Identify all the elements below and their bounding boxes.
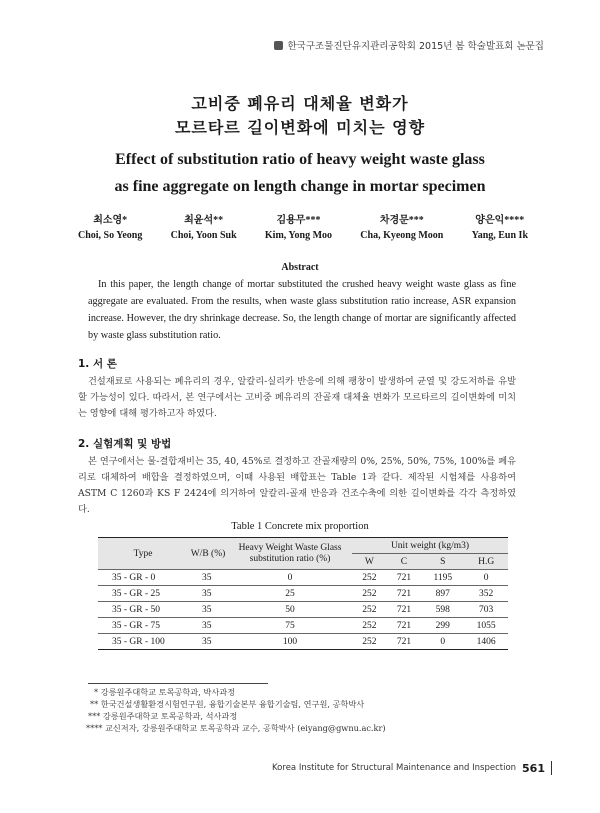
table-caption: Table 1 Concrete mix proportion bbox=[231, 521, 369, 532]
cell-c: 721 bbox=[387, 586, 422, 602]
author bbox=[171, 213, 237, 243]
title-ko-line1: 고비중 폐유리 대체율 변화가 bbox=[191, 94, 409, 113]
page-footer bbox=[272, 761, 552, 775]
cell-wb: 35 bbox=[188, 602, 228, 618]
footnote: **** 교신저자, 강릉원주대학교 토목공학과 교수, 공학박사 (eiyang@gwnu.ac.kr) bbox=[86, 723, 386, 733]
table-row bbox=[98, 570, 508, 586]
cell-hg: 1406 bbox=[464, 634, 508, 650]
footnotes bbox=[86, 686, 386, 734]
author bbox=[472, 213, 528, 243]
cell-c: 721 bbox=[387, 570, 422, 586]
title-en-line1: Effect of substitution ratio of heavy weight waste glass bbox=[115, 151, 485, 168]
section-1-title: 1. 서 론 bbox=[78, 358, 117, 370]
cell-w: 252 bbox=[352, 634, 387, 650]
author-name-en: Yang, Eun Ik bbox=[471, 230, 528, 241]
title-en-line2: as fine aggregate on length change in mortar specimen bbox=[114, 178, 486, 195]
cell-hg: 352 bbox=[464, 586, 508, 602]
column-header-c: C bbox=[387, 554, 422, 570]
cell-hg: 703 bbox=[464, 602, 508, 618]
column-header-type: Type bbox=[98, 538, 188, 570]
author bbox=[78, 213, 142, 243]
section-1-text: 건설재료로 사용되는 폐유리의 경우, 알칼리-실리카 반응에 의해 팽창이 발생하여 균열 및 강도저하를 유발할 가능성이 있다. 따라서, 본 연구에서는 고비중 폐유리의 잔골재 대체율 변화가 모르타르의 길이변화에 미치는 영향에 대해 평가하고자 하였다. bbox=[78, 376, 516, 419]
cell-s: 897 bbox=[421, 586, 464, 602]
footer-institute: Korea Institute for Structural Maintenance and Inspection bbox=[272, 763, 517, 773]
author-name-ko: 김용무*** bbox=[276, 215, 321, 226]
column-header-s: S bbox=[421, 554, 464, 570]
journal-logo-icon bbox=[274, 41, 283, 50]
cell-type: 35 - GR - 25 bbox=[98, 586, 188, 602]
author-name-ko: 차경문*** bbox=[379, 215, 424, 226]
mix-proportion-table bbox=[98, 537, 508, 650]
table-row bbox=[98, 586, 508, 602]
section-2-title: 2. 실험계획 및 방법 bbox=[78, 438, 172, 450]
cell-ratio: 75 bbox=[228, 618, 352, 634]
page-number: 561 bbox=[522, 761, 545, 775]
journal-header bbox=[274, 38, 544, 52]
cell-c: 721 bbox=[387, 602, 422, 618]
cell-w: 252 bbox=[352, 570, 387, 586]
cell-hg: 1055 bbox=[464, 618, 508, 634]
cell-w: 252 bbox=[352, 586, 387, 602]
cell-type: 35 - GR - 0 bbox=[98, 570, 188, 586]
cell-wb: 35 bbox=[188, 618, 228, 634]
footnote: * 강릉원주대학교 토목공학과, 박사과정 bbox=[94, 687, 236, 697]
cell-s: 1195 bbox=[421, 570, 464, 586]
cell-type: 35 - GR - 50 bbox=[98, 602, 188, 618]
author-list bbox=[78, 213, 528, 243]
author-name-en: Choi, So Yeong bbox=[78, 230, 143, 241]
section-2-text: 본 연구에서는 물-결합재비는 35, 40, 45%로 결정하고 잔골재량의 0%, 25%, 50%, 75%, 100%를 폐유리로 대체하여 배합을 결정하였으며, 이때 사용된 배합표는 Table 1과 같다. 제작된 시험체를 사용하여 ASTM C 1260과 KS F 2424에 의거하여 알칼리-골재 반응과 건조수축에 의한 길이변화를 각각 측정하였다. bbox=[78, 456, 516, 515]
cell-wb: 35 bbox=[188, 570, 228, 586]
cell-s: 0 bbox=[421, 634, 464, 650]
cell-ratio: 100 bbox=[228, 634, 352, 650]
cell-c: 721 bbox=[387, 618, 422, 634]
table-row bbox=[98, 618, 508, 634]
cell-type: 35 - GR - 75 bbox=[98, 618, 188, 634]
table-row bbox=[98, 602, 508, 618]
abstract-text: In this paper, the length change of mortar substituted the crushed heavy weight waste glass as fine aggregate are evaluated. From the results, when waste glass substitution ratio increase, ASR expansion increase. However, the dry shrinkage decrease. So, the length change of mortar are significantly affected by waste glass substitution ratio. bbox=[88, 279, 516, 341]
author-name-ko: 최윤석** bbox=[184, 215, 224, 226]
journal-name: 한국구조물진단유지관리공학회 2015년 봄 학술발표회 논문집 bbox=[287, 41, 544, 52]
cell-hg: 0 bbox=[464, 570, 508, 586]
cell-w: 252 bbox=[352, 602, 387, 618]
table-row bbox=[98, 634, 508, 650]
cell-c: 721 bbox=[387, 634, 422, 650]
author-name-en: Kim, Yong Moo bbox=[264, 230, 333, 241]
footnote-divider bbox=[88, 683, 268, 684]
title-ko-line2: 모르타르 길이변화에 미치는 영향 bbox=[174, 118, 426, 137]
author bbox=[360, 213, 443, 243]
author-name-en: Cha, Kyeong Moon bbox=[360, 230, 444, 241]
column-header-wb: W/B (%) bbox=[188, 538, 228, 570]
author-name-ko: 양은익**** bbox=[475, 215, 525, 226]
cell-s: 299 bbox=[421, 618, 464, 634]
cell-ratio: 0 bbox=[228, 570, 352, 586]
column-header-unit-weight: Unit weight (kg/m3) bbox=[352, 538, 508, 554]
cell-s: 598 bbox=[421, 602, 464, 618]
footnote: ** 한국건설생활환경시험연구원, 융합기술본부 융합기술팀, 연구원, 공학박사 bbox=[90, 699, 365, 709]
column-header-hg: H.G bbox=[464, 554, 508, 570]
column-header-substitution-ratio: Heavy Weight Waste Glass substitution ratio (%) bbox=[228, 538, 352, 570]
footer-divider bbox=[551, 761, 552, 775]
abstract-title: Abstract bbox=[281, 262, 319, 273]
footnote: *** 강릉원주대학교 토목공학과, 석사과정 bbox=[88, 711, 238, 721]
cell-type: 35 - GR - 100 bbox=[98, 634, 188, 650]
cell-wb: 35 bbox=[188, 586, 228, 602]
cell-ratio: 50 bbox=[228, 602, 352, 618]
author-name-ko: 최소영* bbox=[93, 215, 128, 226]
author bbox=[265, 213, 332, 243]
cell-wb: 35 bbox=[188, 634, 228, 650]
cell-ratio: 25 bbox=[228, 586, 352, 602]
author-name-en: Choi, Yoon Suk bbox=[170, 230, 237, 241]
column-header-w: W bbox=[352, 554, 387, 570]
cell-w: 252 bbox=[352, 618, 387, 634]
